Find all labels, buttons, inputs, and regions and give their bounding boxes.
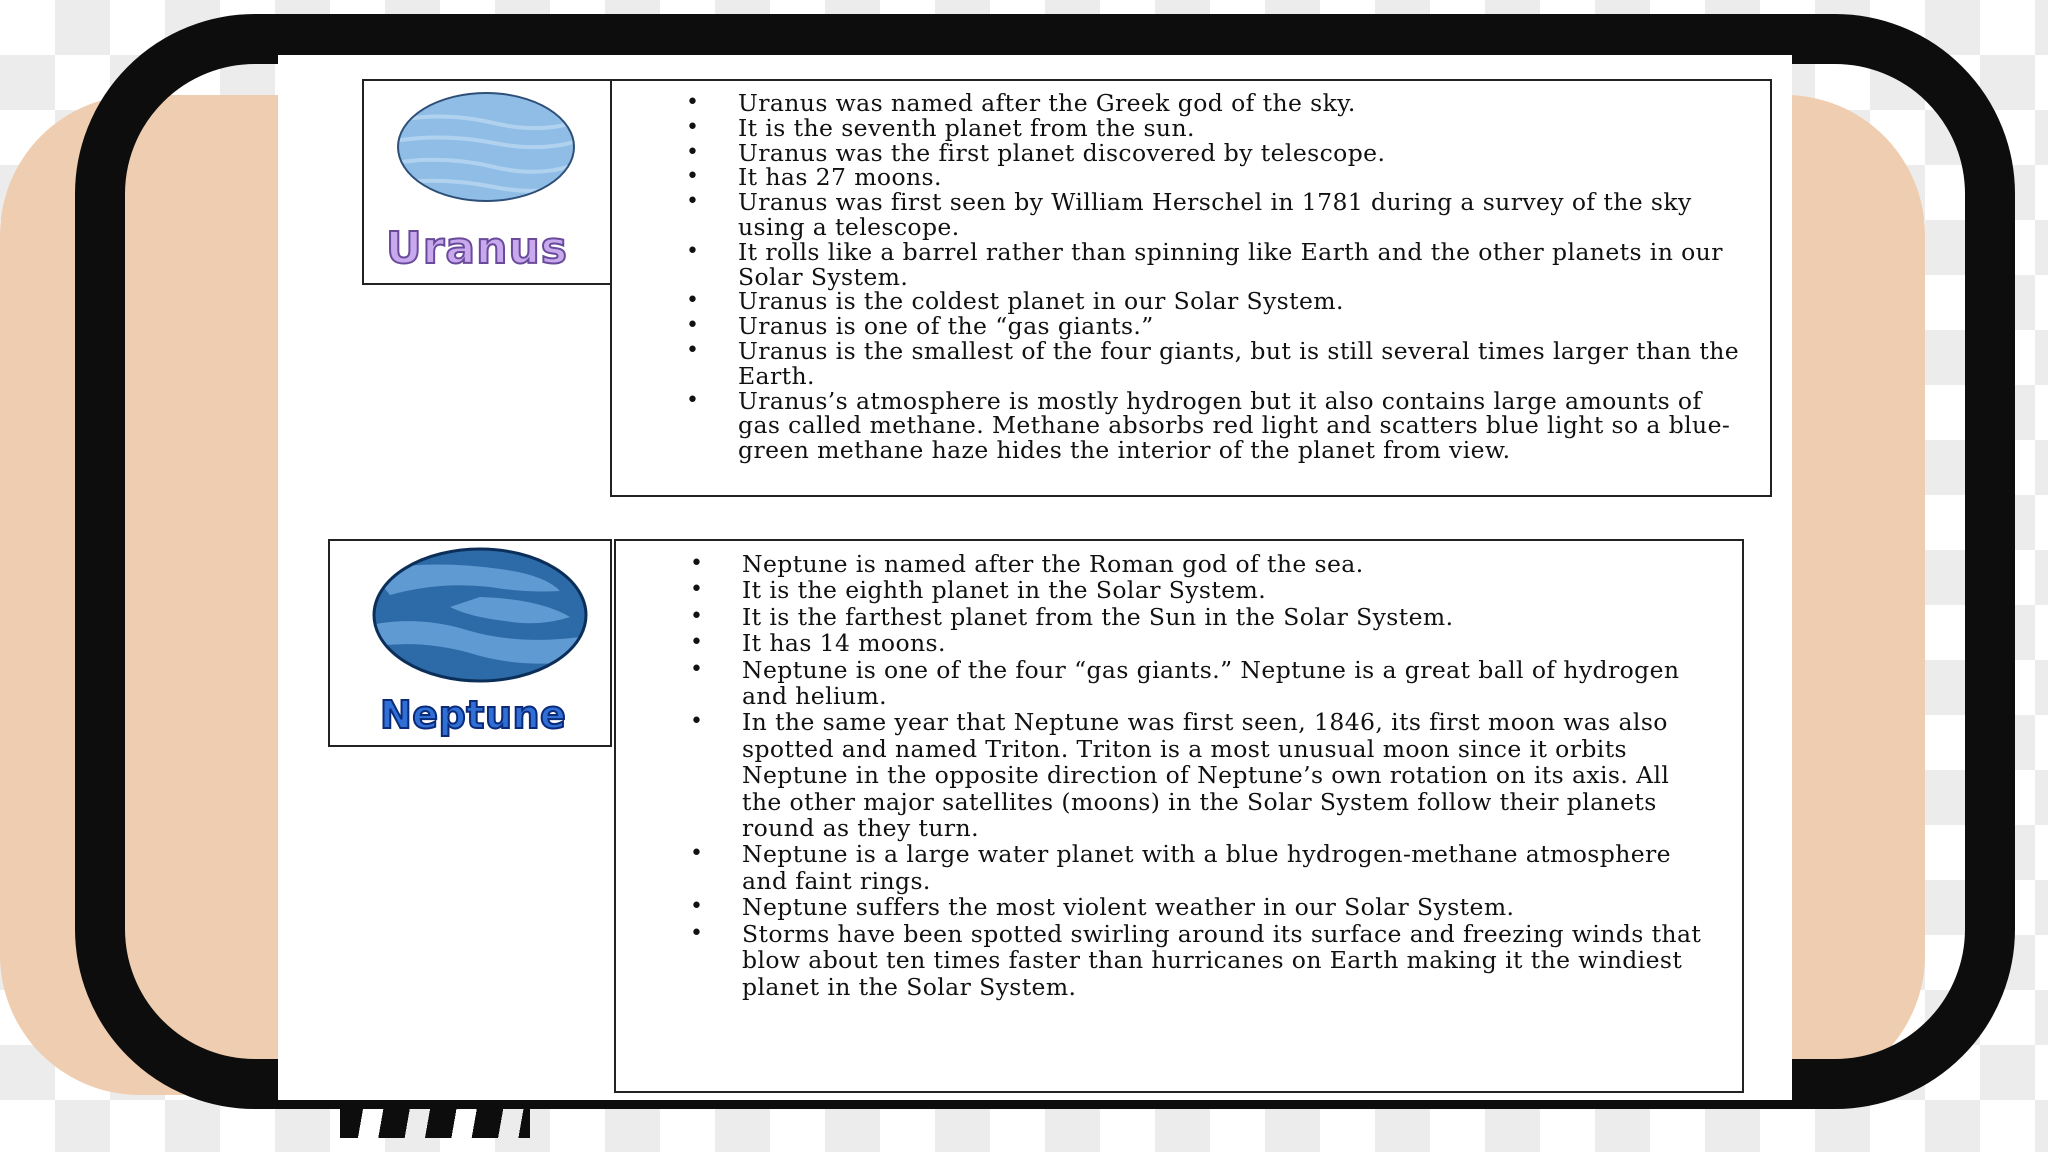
uranus-fact: • Uranus was named after the Greek god of the sky. [738,91,1740,116]
neptune-fact: • Storms have been spotted swirling around its surface and freezing winds that blow about ten times faster than hurricanes on Earth making it the windiest planet in the Solar System. [742,921,1712,1000]
uranus-fact: • Uranus’s atmosphere is mostly hydrogen but it also contains large amounts of gas called methane. Methane absorbs red light and scatters blue light so a blue-green methane haze hides the interior of the planet from view. [738,389,1740,463]
uranus-fact: • Uranus is the smallest of the four giants, but is still several times larger than the Earth. [738,339,1740,389]
uranus-image-box [362,79,612,285]
uranus-fact: • Uranus is one of the “gas giants.” [738,314,1740,339]
neptune-image-box [328,539,612,747]
neptune-fact: • Neptune is a large water planet with a blue hydrogen-methane atmosphere and faint rings. [742,841,1712,894]
uranus-title: Uranus [386,223,568,274]
neptune-title: Neptune [380,693,567,737]
neptune-fact: • Neptune is one of the four “gas giants.” Neptune is a great ball of hydrogen and helium. [742,657,1712,710]
neptune-fact: • Neptune suffers the most violent weather in our Solar System. [742,894,1712,920]
neptune-fact: • Neptune is named after the Roman god of the sea. [742,551,1712,577]
neptune-facts-box [614,539,1744,1093]
worksheet-page [278,55,1792,1100]
uranus-fact: • It rolls like a barrel rather than spinning like Earth and the other planets in our Solar System. [738,240,1740,290]
uranus-fact: • Uranus is the coldest planet in our Solar System. [738,289,1740,314]
uranus-fact: • It is the seventh planet from the sun. [738,116,1740,141]
uranus-fact: • It has 27 moons. [738,165,1740,190]
uranus-fact: • Uranus was first seen by William Herschel in 1781 during a survey of the sky using a telescope. [738,190,1740,240]
neptune-fact: • In the same year that Neptune was first seen, 1846, its first moon was also spotted and named Triton. Triton is a most unusual moon since it orbits Neptune in the opposite direction of Neptune’s own rotation on its axis. All the other major satellites (moons) in the Solar System follow their planets round as they turn. [742,709,1712,841]
uranus-facts-list [612,91,1740,463]
neptune-fact: • It is the farthest planet from the Sun in the Solar System. [742,604,1712,630]
uranus-facts-box [610,79,1772,497]
uranus-fact: • Uranus was the first planet discovered by telescope. [738,141,1740,166]
neptune-fact: • It has 14 moons. [742,630,1712,656]
neptune-facts-list [616,551,1712,1000]
neptune-fact: • It is the eighth planet in the Solar System. [742,577,1712,603]
